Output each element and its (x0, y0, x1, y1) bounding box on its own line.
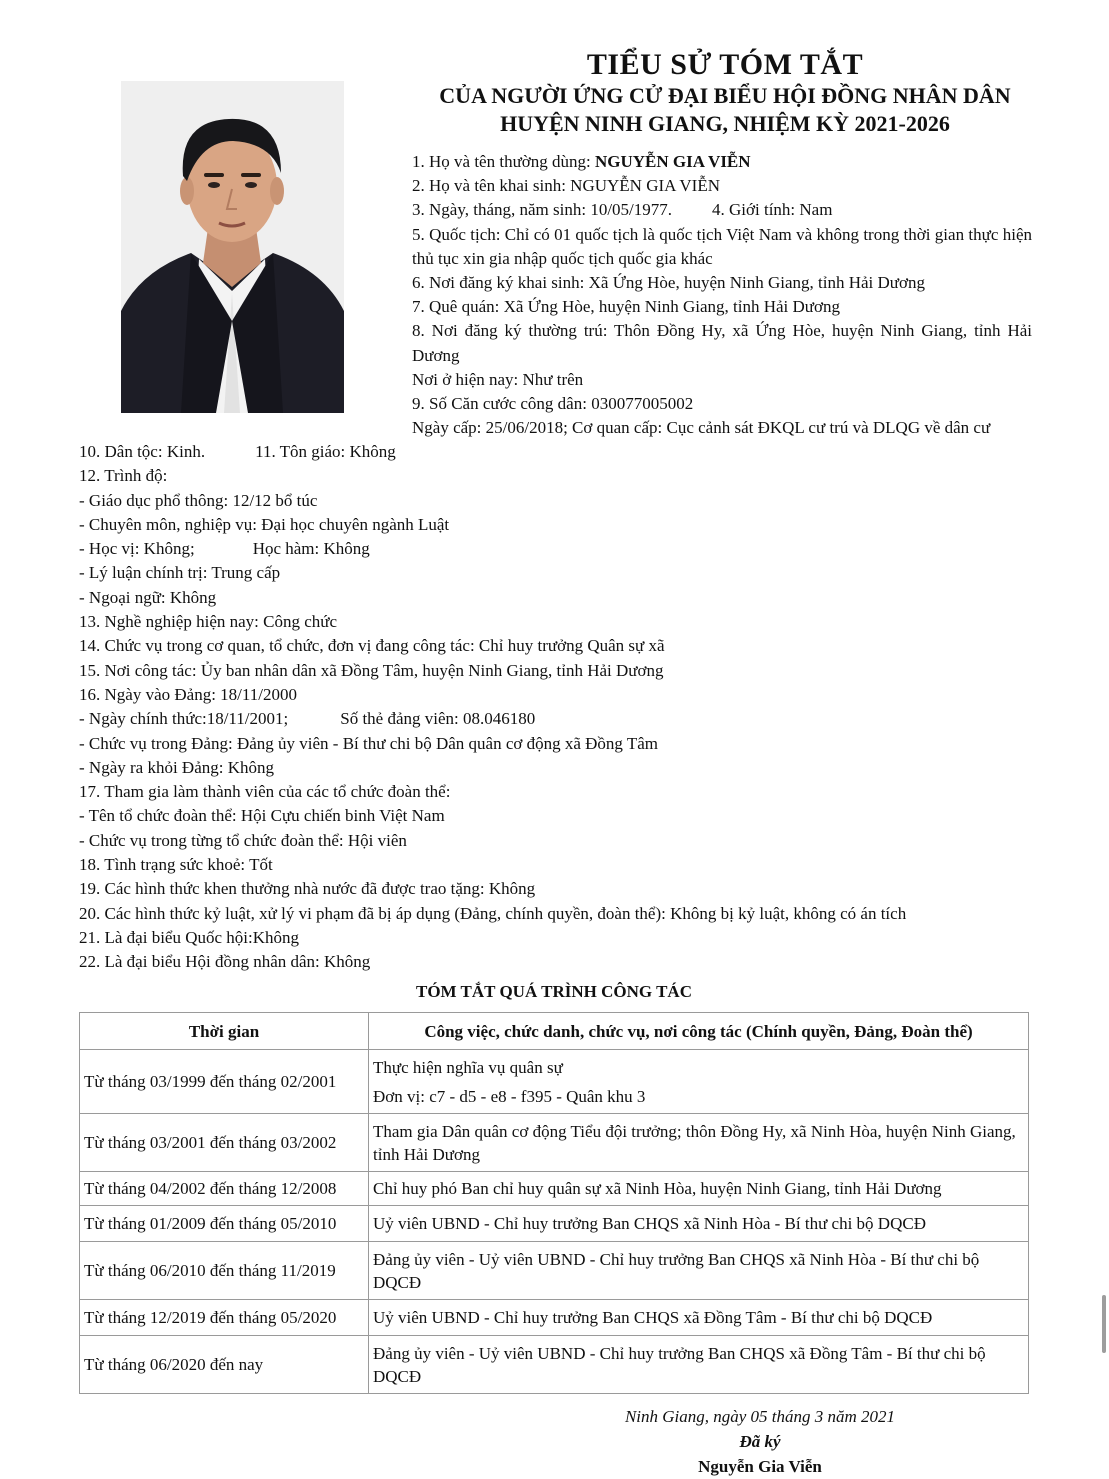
detail-21: 21. Là đại biểu Quốc hội:Không (79, 927, 300, 947)
detail-17: 17. Tham gia làm thành viên của các tổ chức đoàn thể: (79, 782, 451, 802)
row-description: Tham gia Dân quân cơ động Tiểu đội trưởng; thôn Đồng Hy, xã Ninh Hòa, huyện Ninh Giang, tỉnh Hải Dương (369, 1114, 1029, 1172)
portrait-image (121, 81, 344, 413)
info-line-8b: Nơi ở hiện nay: Như trên (412, 369, 584, 389)
row-time: Từ tháng 03/2001 đến tháng 03/2002 (80, 1114, 369, 1172)
row-description: Uỷ viên UBND - Chỉ huy trưởng Ban CHQS xã Đồng Tâm - Bí thư chi bộ DQCĐ (369, 1300, 1029, 1336)
detail-12c (79, 537, 1029, 561)
document-title: TIỂU SỬ TÓM TẮT (586, 48, 864, 81)
row-description-line-1: Thực hiện nghĩa vụ quân sự (373, 1057, 563, 1077)
row-time: Từ tháng 06/2020 đến nay (80, 1336, 369, 1394)
place-date: Ninh Giang, ngày 05 tháng 3 năm 2021 (624, 1407, 896, 1426)
column-header-time: Thời gian (80, 1013, 369, 1050)
signed-note: Đã ký (739, 1432, 781, 1451)
info-line-8: 8. Nơi đăng ký thường trú: Thôn Đồng Hy, xã Ứng Hòe, huyện Ninh Giang, tỉnh Hải Dương (412, 321, 1032, 365)
personal-info (412, 150, 1032, 440)
detail-12e: - Ngoại ngữ: Không (79, 587, 217, 607)
row-time: Từ tháng 03/1999 đến tháng 02/2001 (80, 1050, 369, 1114)
info-line-2: 2. Họ và tên khai sinh: NGUYỄN GIA VIỄN (412, 176, 721, 196)
work-history-table (79, 1012, 1029, 1394)
detail-12b: - Chuyên môn, nghiệp vụ: Đại học chuyên ngành Luật (79, 514, 450, 534)
table-row (80, 1050, 1029, 1114)
info-line-9: 9. Số Căn cước công dân: 030077005002 (412, 394, 694, 414)
table-row (80, 1336, 1029, 1394)
detail-17a: - Tên tổ chức đoàn thể: Hội Cựu chiến binh Việt Nam (79, 806, 445, 826)
religion: 11. Tôn giáo: Không (255, 442, 396, 461)
row-description: Chỉ huy phó Ban chỉ huy quân sự xã Ninh Hòa, huyện Ninh Giang, tỉnh Hải Dương (369, 1172, 1029, 1206)
table-row (80, 1242, 1029, 1300)
row-description: Uỷ viên UBND - Chỉ huy trưởng Ban CHQS xã Ninh Hòa - Bí thư chi bộ DQCĐ (369, 1206, 1029, 1242)
detail-13: 13. Nghề nghiệp hiện nay: Công chức (79, 612, 338, 632)
scrollbar-thumb[interactable] (1102, 1295, 1106, 1353)
signature-block (560, 1404, 960, 1479)
party-card-number: Số thẻ đảng viên: 08.046180 (340, 709, 536, 729)
detail-22: 22. Là đại biểu Hội đồng nhân dân: Không (79, 952, 371, 972)
info-gender: 4. Giới tính: Nam (712, 200, 833, 220)
detail-16b: - Chức vụ trong Đảng: Đảng ủy viên - Bí thư chi bộ Dân quân cơ động xã Đồng Tâm (79, 733, 659, 753)
info-line-5: 5. Quốc tịch: Chỉ có 01 quốc tịch là quốc tịch Việt Nam và không trong thời gian thực hiện thủ tục xin gia nhập quốc tịch quốc gia khác (412, 224, 1032, 268)
info-line-9b: Ngày cấp: 25/06/2018; Cơ quan cấp: Cục cảnh sát ĐKQL cư trú và DLQG về dân cư (412, 418, 991, 438)
table-row (80, 1300, 1029, 1336)
row-description-line-2: Đơn vị: c7 - d5 - e8 - f395 - Quân khu 3 (373, 1086, 646, 1106)
detail-10 (79, 440, 1029, 464)
row-time: Từ tháng 04/2002 đến tháng 12/2008 (80, 1172, 369, 1206)
detail-12a: - Giáo dục phổ thông: 12/12 bổ túc (79, 490, 318, 510)
official-date: - Ngày chính thức:18/11/2001; (79, 709, 289, 729)
row-time: Từ tháng 01/2009 đến tháng 05/2010 (80, 1206, 369, 1242)
detail-16a (79, 707, 1029, 731)
info-birthdate: 3. Ngày, tháng, năm sinh: 10/05/1977. (412, 200, 673, 220)
detail-16: 16. Ngày vào Đảng: 18/11/2000 (79, 684, 297, 704)
info-line-1 (412, 150, 1032, 174)
academic-degree: - Học vị: Không; (79, 539, 195, 559)
info-line-7: 7. Quê quán: Xã Ứng Hòe, huyện Ninh Giang, tỉnh Hải Dương (412, 297, 840, 317)
info-name-label: 1. Họ và tên thường dùng: (412, 152, 595, 171)
table-row (80, 1114, 1029, 1172)
detail-18: 18. Tình trạng sức khoẻ: Tốt (79, 855, 273, 875)
portrait-photo (121, 81, 344, 413)
ethnicity: 10. Dân tộc: Kinh. (79, 442, 206, 461)
detail-12d: - Lý luận chính trị: Trung cấp (79, 563, 281, 583)
document-subtitle-1: CỦA NGƯỜI ỨNG CỬ ĐẠI BIỂU HỘI ĐỒNG NHÂN DÂN (439, 83, 1011, 108)
detail-14: 14. Chức vụ trong cơ quan, tổ chức, đơn vị đang công tác: Chỉ huy trưởng Quân sự xã (79, 636, 665, 656)
row-description: Đảng ủy viên - Uỷ viên UBND - Chỉ huy trưởng Ban CHQS xã Ninh Hòa - Bí thư chi bộ DQCĐ (369, 1242, 1029, 1300)
detail-16c: - Ngày ra khỏi Đảng: Không (79, 757, 274, 777)
info-name-value: NGUYỄN GIA VIỄN (595, 152, 751, 171)
detail-15: 15. Nơi công tác: Ủy ban nhân dân xã Đồng Tâm, huyện Ninh Giang, tỉnh Hải Dương (79, 660, 664, 680)
row-description: Đảng ủy viên - Uỷ viên UBND - Chỉ huy trưởng Ban CHQS xã Đồng Tâm - Bí thư chi bộ DQCĐ (369, 1336, 1029, 1394)
row-time: Từ tháng 06/2010 đến tháng 11/2019 (80, 1242, 369, 1300)
column-header-position: Công việc, chức danh, chức vụ, nơi công tác (Chính quyền, Đảng, Đoàn thể) (369, 1013, 1029, 1050)
detail-20: 20. Các hình thức kỷ luật, xử lý vi phạm đã bị áp dụng (Đảng, chính quyền, đoàn thể): Không bị kỷ luật, không có án tích (79, 903, 907, 923)
detail-12: 12. Trình độ: (79, 466, 168, 486)
info-line-3 (412, 198, 1032, 222)
row-description (369, 1050, 1029, 1114)
info-line-6: 6. Nơi đăng ký khai sinh: Xã Ứng Hòe, huyện Ninh Giang, tỉnh Hải Dương (412, 273, 926, 293)
row-time: Từ tháng 12/2019 đến tháng 05/2020 (80, 1300, 369, 1336)
work-history-title: TÓM TẮT QUÁ TRÌNH CÔNG TÁC (416, 982, 692, 1001)
detail-17b: - Chức vụ trong từng tổ chức đoàn thể: Hội viên (79, 830, 407, 850)
document-subtitle-2: HUYỆN NINH GIANG, NHIỆM KỲ 2021-2026 (500, 111, 950, 136)
detail-19: 19. Các hình thức khen thưởng nhà nước đã được trao tặng: Không (79, 879, 536, 899)
table-header-row (80, 1013, 1029, 1050)
table-row (80, 1172, 1029, 1206)
table-row (80, 1206, 1029, 1242)
details-list (79, 440, 1029, 975)
academic-title: Học hàm: Không (252, 539, 370, 559)
signer-name: Nguyễn Gia Viễn (698, 1457, 822, 1476)
document-header (380, 48, 1070, 138)
